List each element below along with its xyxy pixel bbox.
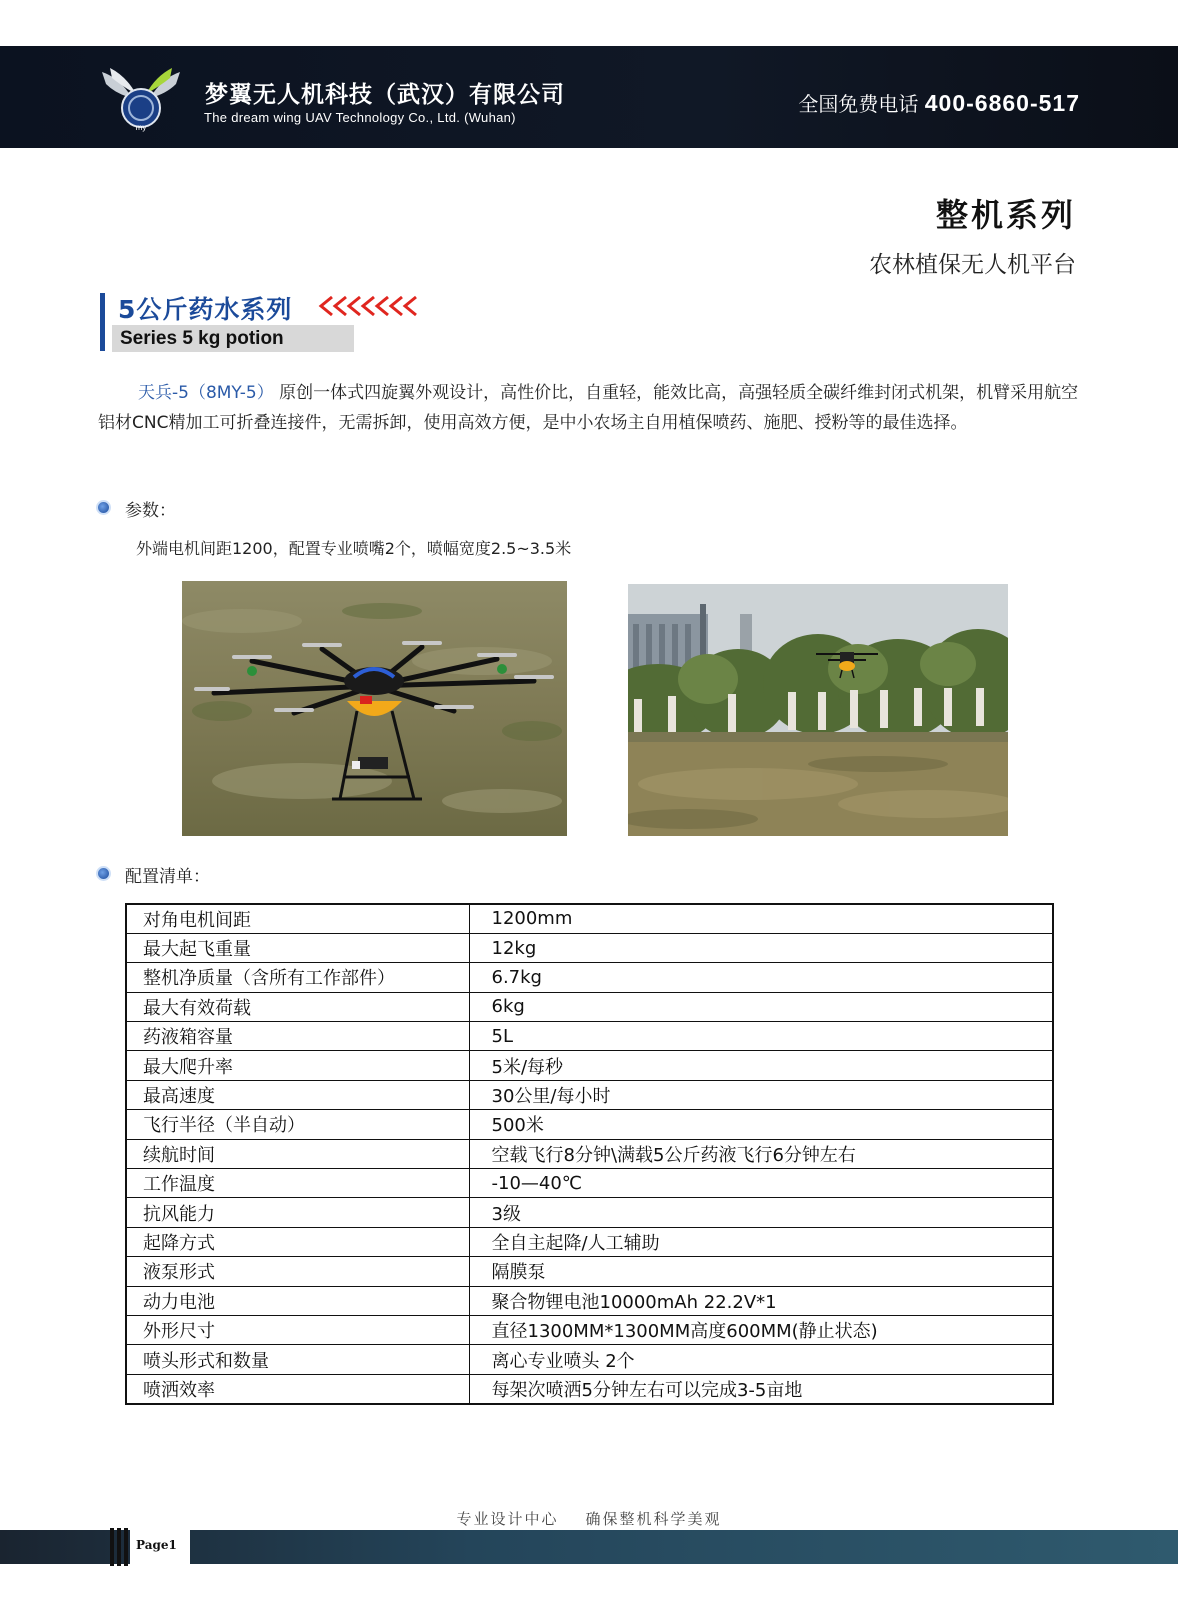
svg-text:my: my: [135, 123, 147, 132]
spec-table: [125, 903, 1054, 1405]
table-row: [126, 1198, 1053, 1227]
drone-ground-photo: [182, 581, 567, 836]
table-row: [126, 1022, 1053, 1051]
spec-key: 外形尺寸: [126, 1315, 469, 1344]
table-row: [126, 933, 1053, 962]
bullet-icon: [96, 866, 111, 881]
table-row: [126, 1080, 1053, 1109]
section-accent-bar: [100, 293, 105, 351]
spec-value: 5米/每秒: [469, 1051, 1053, 1080]
table-row: [126, 1374, 1053, 1403]
spec-key: 喷洒效率: [126, 1374, 469, 1403]
config-label: 配置清单：: [125, 867, 210, 887]
spec-value: 全自主起降/人工辅助: [469, 1227, 1053, 1256]
spec-value: 3级: [469, 1198, 1053, 1227]
params-label: 参数：: [125, 501, 176, 521]
spec-value: 6.7kg: [469, 963, 1053, 992]
spec-value: 聚合物锂电池10000mAh 22.2V*1: [469, 1286, 1053, 1315]
spec-key: 工作温度: [126, 1169, 469, 1198]
drone-flight-photo: [628, 584, 1008, 836]
spec-key: 起降方式: [126, 1227, 469, 1256]
spec-value: 直径1300MM*1300MM高度600MM(静止状态): [469, 1315, 1053, 1344]
section-title-en: Series 5 kg potion: [120, 328, 284, 349]
spec-key: 药液箱容量: [126, 1022, 469, 1051]
table-row: [126, 992, 1053, 1021]
footer-stripes-decoration: [110, 1528, 128, 1566]
section-title-cn: 5公斤药水系列: [118, 295, 293, 324]
header-bar: [0, 46, 1178, 148]
intro-paragraph: [98, 378, 1083, 438]
model-name: 天兵-5（8MY-5）: [138, 383, 274, 403]
spec-value: 5L: [469, 1022, 1053, 1051]
spec-key: 对角电机间距: [126, 904, 469, 933]
spec-value: 500米: [469, 1110, 1053, 1139]
table-row: [126, 904, 1053, 933]
table-row: [126, 1227, 1053, 1256]
spec-value: 每架次喷洒5分钟左右可以完成3-5亩地: [469, 1374, 1053, 1403]
spec-key: 喷头形式和数量: [126, 1345, 469, 1374]
series-subtitle: 农林植保无人机平台: [869, 252, 1076, 278]
spec-key: 动力电池: [126, 1286, 469, 1315]
spec-value: 离心专业喷头 2个: [469, 1345, 1053, 1374]
hotline-number: 400-6860-517: [924, 90, 1080, 116]
table-row: [126, 1139, 1053, 1168]
chevron-left-icon: [318, 294, 422, 318]
table-row: [126, 1051, 1053, 1080]
spec-key: 整机净质量（含所有工作部件）: [126, 963, 469, 992]
table-row: [126, 1345, 1053, 1374]
footer-slogan: 专业设计中心 确保整机科学美观: [456, 1510, 722, 1528]
spec-value: -10—40℃: [469, 1169, 1053, 1198]
company-name-cn: 梦翼无人机科技（武汉）有限公司: [205, 81, 565, 108]
table-row: [126, 1257, 1053, 1286]
spec-value: 空载飞行8分钟\满载5公斤药液飞行6分钟左右: [469, 1139, 1053, 1168]
spec-value: 隔膜泵: [469, 1257, 1053, 1286]
spec-key: 抗风能力: [126, 1198, 469, 1227]
spec-key: 最大爬升率: [126, 1051, 469, 1080]
spec-value: 12kg: [469, 933, 1053, 962]
spec-key: 最大起飞重量: [126, 933, 469, 962]
company-name-en: The dream wing UAV Technology Co., Ltd. (Wuhan): [204, 110, 516, 125]
series-title: 整机系列: [935, 196, 1076, 234]
table-row: [126, 1286, 1053, 1315]
spec-key: 最大有效荷载: [126, 992, 469, 1021]
spec-value: 1200mm: [469, 904, 1053, 933]
spec-key: 飞行半径（半自动）: [126, 1110, 469, 1139]
hotline-label: 全国免费电话: [798, 92, 919, 116]
hotline: [798, 88, 1080, 117]
company-logo: [98, 64, 184, 134]
spec-value: 30公里/每小时: [469, 1080, 1053, 1109]
spec-key: 液泵形式: [126, 1257, 469, 1286]
spec-value: 6kg: [469, 992, 1053, 1021]
bullet-icon: [96, 500, 111, 515]
params-text: 外端电机间距1200，配置专业喷嘴2个，喷幅宽度2.5~3.5米: [136, 539, 572, 558]
page-number: Page1: [136, 1538, 177, 1552]
intro-text: 原创一体式四旋翼外观设计，高性价比，自重轻，能效比高，高强轻质全碳纤维封闭式机架，机臂采用航空铝材CNC精加工可折叠连接件，无需拆卸，使用高效方便，是中小农场主自用植保喷药、施肥、授粉等的最佳选择。: [98, 383, 1079, 433]
spec-key: 最高速度: [126, 1080, 469, 1109]
table-row: [126, 1110, 1053, 1139]
table-row: [126, 1169, 1053, 1198]
table-row: [126, 1315, 1053, 1344]
spec-key: 续航时间: [126, 1139, 469, 1168]
table-row: [126, 963, 1053, 992]
